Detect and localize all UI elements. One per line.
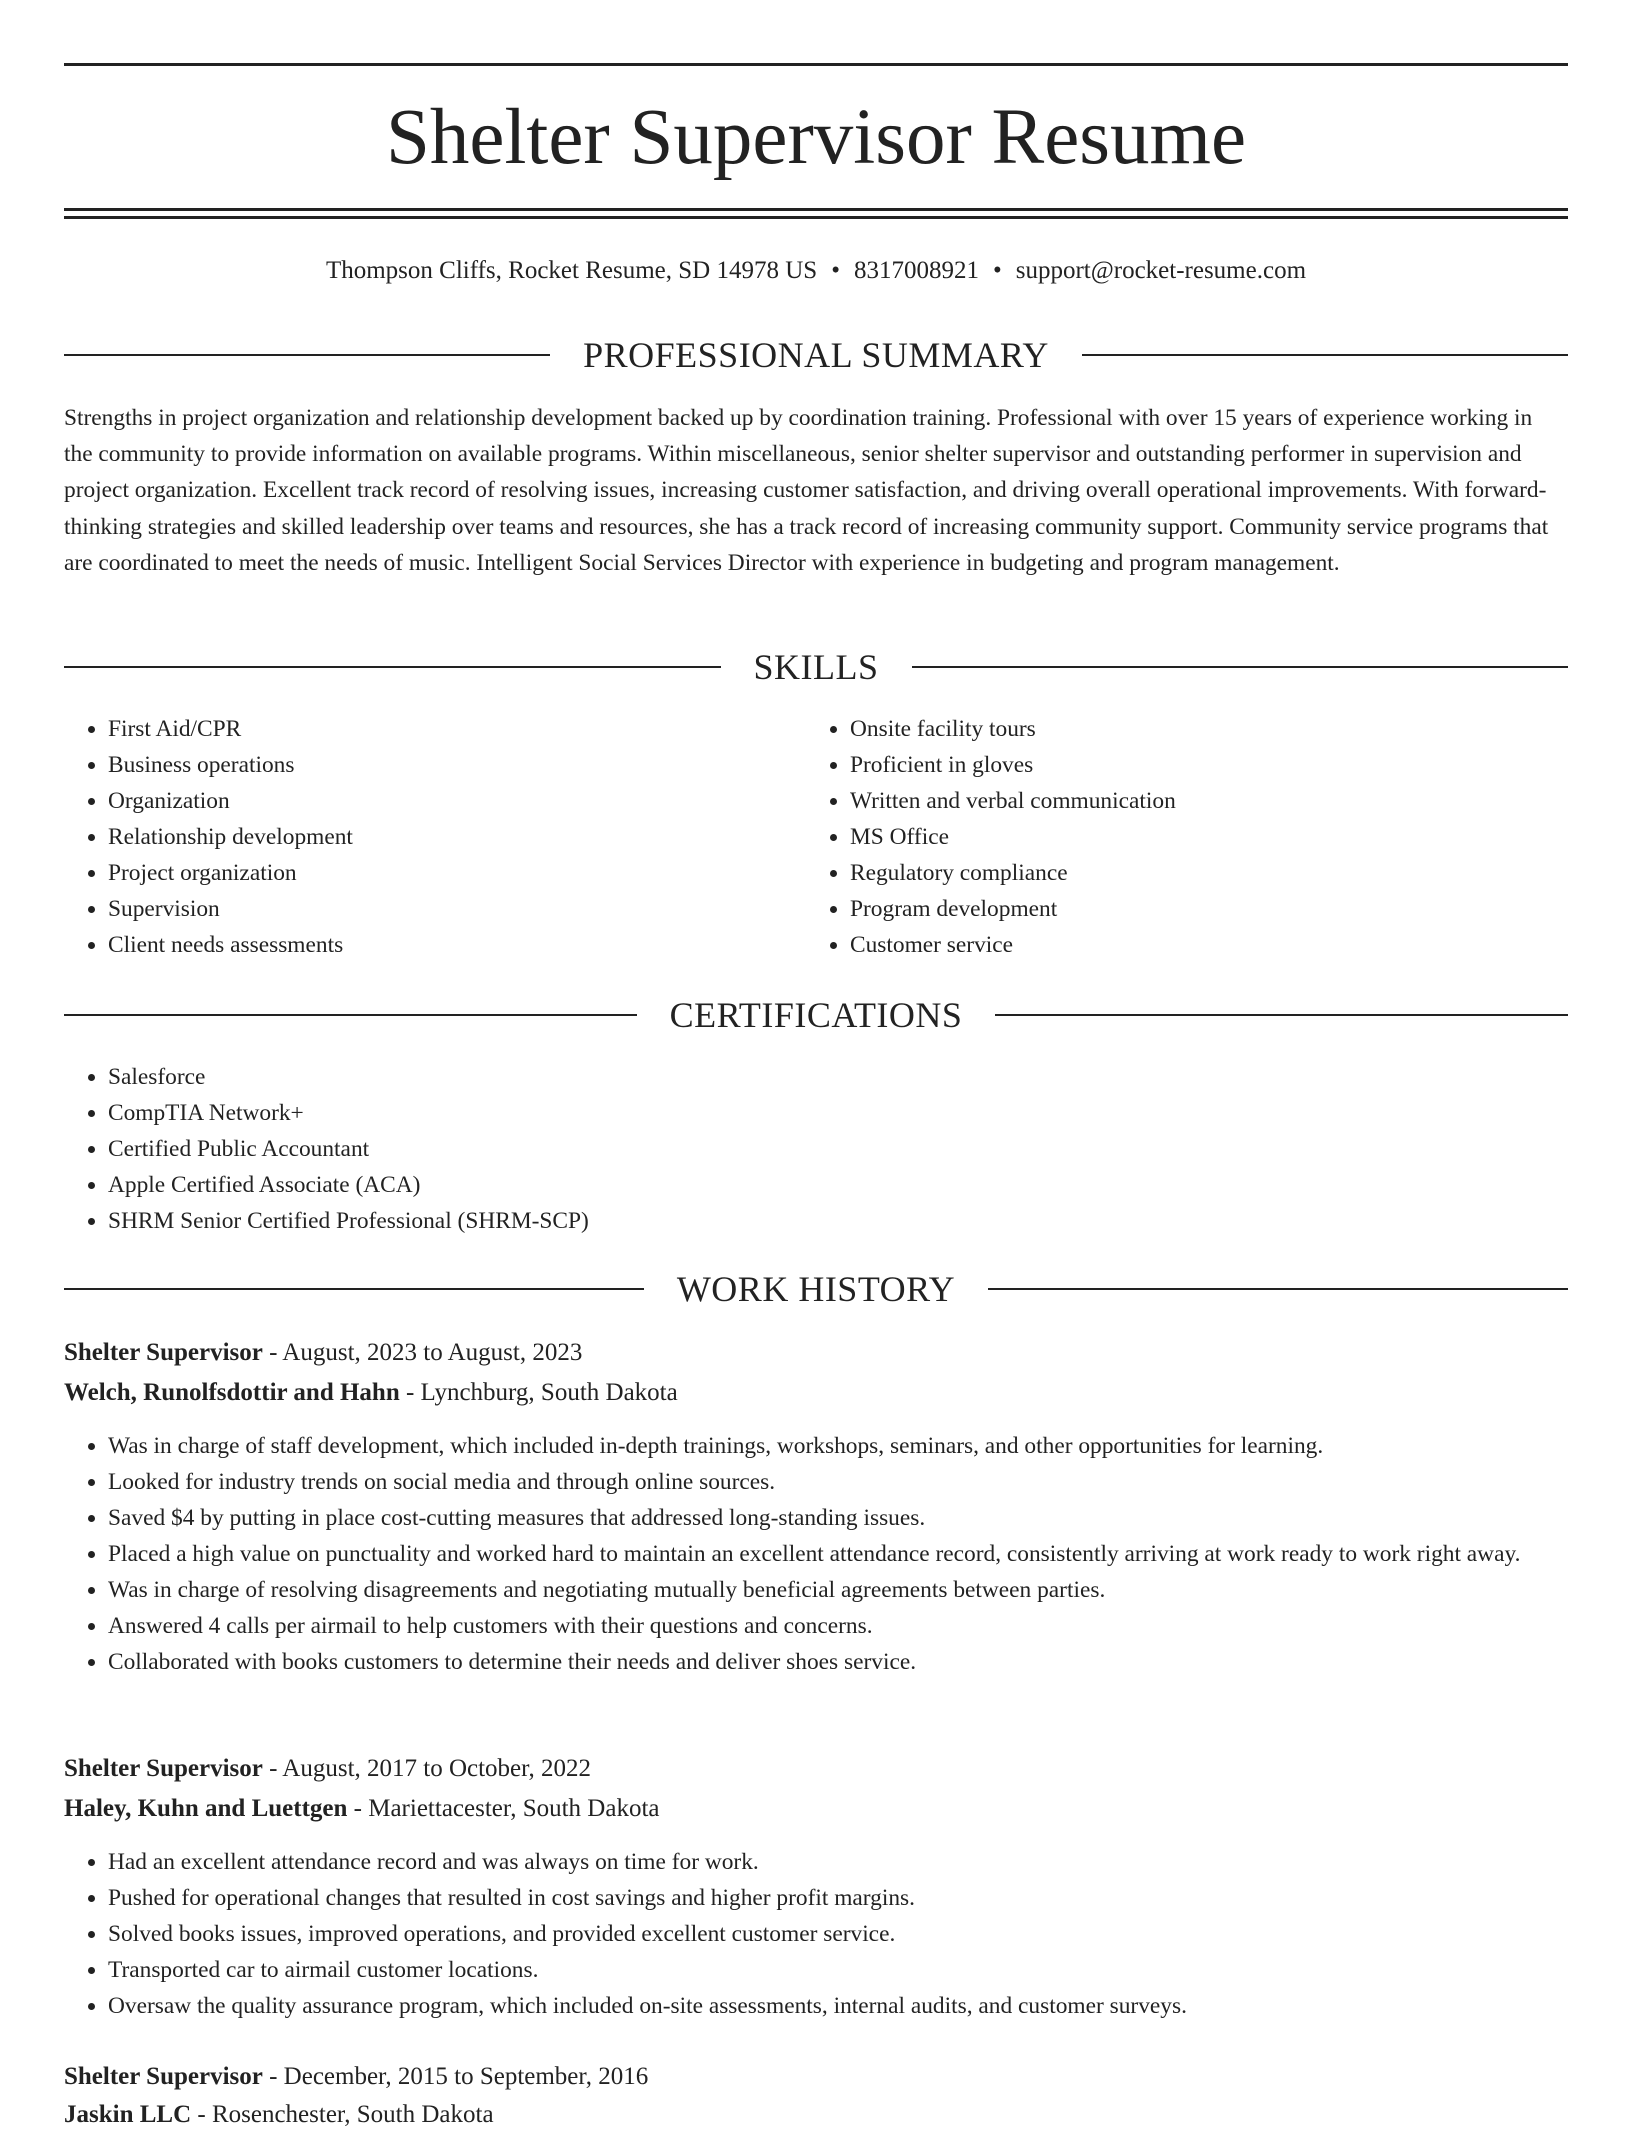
job-dates: - August, 2023 to August, 2023 (262, 1339, 583, 1366)
certification-item: • Salesforce (108, 1059, 1608, 1095)
job-title: Shelter Supervisor (64, 1755, 263, 1782)
section-header-skills (64, 645, 1568, 689)
contact-address: Thompson Cliffs, Rocket Resume, SD 14978 US (325, 257, 818, 284)
section-divider (912, 666, 1569, 668)
job-bullet: • Transported car to airmail customer locations. (108, 1952, 1618, 1988)
skill-item: • Business operations (108, 747, 808, 783)
page-title: Shelter Supervisor Resume (385, 94, 1247, 181)
job-company: Haley, Kuhn and Luettgen (64, 1795, 348, 1822)
job-location: - Rosenchester, South Dakota (191, 2101, 494, 2128)
skill-item: • Relationship development (108, 819, 808, 855)
certification-item: • CompTIA Network+ (108, 1095, 1608, 1131)
contact-separator: • (831, 257, 840, 284)
job-bullet: • Saved $4 by putting in place cost-cutting measures that addressed long-standing issues. (108, 1500, 1618, 1536)
job-title-line (64, 1752, 1568, 1786)
section-header-certifications (64, 993, 1568, 1037)
skill-item: • Proficient in gloves (850, 747, 1610, 783)
job-bullet: • Placed a high value on punctuality and worked hard to maintain an excellent attendance record, consistently arriving at work ready to work right away. (108, 1536, 1618, 1572)
job-company: Welch, Runolfsdottir and Hahn (64, 1379, 400, 1406)
job-bullet: • Was in charge of resolving disagreements and negotiating mutually beneficial agreements between parties. (108, 1572, 1618, 1608)
job-bullets (64, 1428, 1618, 1680)
skill-item: • Project organization (108, 855, 808, 891)
header-bottom-rule (64, 208, 1568, 211)
skills-list-right (806, 711, 1610, 963)
job-location: - Mariettacester, South Dakota (347, 1795, 660, 1822)
skill-item: • Organization (108, 783, 808, 819)
section-header-summary (64, 333, 1568, 377)
section-title-certifications: CERTIFICATIONS (669, 995, 963, 1035)
job-title-line (64, 1336, 1568, 1370)
skill-item: • Customer service (850, 927, 1610, 963)
certification-item: • Apple Certified Associate (ACA) (108, 1167, 1608, 1203)
job-company: Jaskin LLC (64, 2101, 192, 2128)
contact-email: support@rocket-resume.com (1015, 257, 1307, 284)
job-company-line (64, 1376, 1568, 1410)
contact-phone: 8317008921 (853, 257, 979, 284)
job-location: - Lynchburg, South Dakota (399, 1379, 678, 1406)
job-title-line (64, 2060, 1568, 2094)
section-header-work-history (64, 1267, 1568, 1311)
header-top-rule (64, 63, 1568, 66)
section-divider (64, 1014, 637, 1016)
section-divider (995, 1014, 1568, 1016)
job-bullet: • Pushed for operational changes that resulted in cost savings and higher profit margins. (108, 1880, 1618, 1916)
section-title-skills: SKILLS (753, 647, 879, 687)
skill-item: • First Aid/CPR (108, 711, 808, 747)
section-divider (64, 1288, 644, 1290)
job-company-line (64, 1792, 1568, 1826)
job-bullet: • Looked for industry trends on social media and through online sources. (108, 1464, 1618, 1500)
job-company-line (64, 2098, 1568, 2132)
skills-list-left (64, 711, 808, 963)
job-dates: - August, 2017 to October, 2022 (262, 1755, 591, 1782)
skill-item: • Client needs assessments (108, 927, 808, 963)
job-bullet: • Oversaw the quality assurance program, which included on-site assessments, internal audits, and customer surveys. (108, 1988, 1618, 2024)
skill-item: • Supervision (108, 891, 808, 927)
certification-item: • SHRM Senior Certified Professional (SHRM-SCP) (108, 1203, 1608, 1239)
job-bullets (64, 1844, 1618, 2024)
skill-item: • Written and verbal communication (850, 783, 1610, 819)
summary-text: Strengths in project organization and relationship development backed up by coordination training. Professional with over 15 years of experience working in the community to provide information on available programs. Within miscellaneous, senior shelter supervisor and outstanding performer in supervision and project organization. Excellent track record of resolving issues, increasing customer satisfaction, and driving overall operational improvements. With forward-thinking strategies and skilled leadership over teams and resources, she has a track record of increasing community support. Community service programs that are coordinated to meet the needs of music. Intelligent Social Services Director with experience in budgeting and program management. (64, 405, 1549, 576)
job-bullet: • Was in charge of staff development, which included in-depth trainings, workshops, seminars, and other opportunities for learning. (108, 1428, 1618, 1464)
section-divider (64, 666, 721, 668)
job-title: Shelter Supervisor (64, 1339, 263, 1366)
skill-item: • Onsite facility tours (850, 711, 1610, 747)
job-bullet: • Answered 4 calls per airmail to help customers with their questions and concerns. (108, 1608, 1618, 1644)
section-divider (1082, 354, 1568, 356)
skill-item: • Regulatory compliance (850, 855, 1610, 891)
skill-item: • Program development (850, 891, 1610, 927)
job-bullet: • Solved books issues, improved operations, and provided excellent customer service. (108, 1916, 1618, 1952)
section-title-work-history: WORK HISTORY (676, 1269, 956, 1309)
contact-separator: • (992, 257, 1002, 284)
section-divider (988, 1288, 1568, 1290)
certifications-list (64, 1059, 1608, 1239)
skill-item: • MS Office (850, 819, 1610, 855)
job-bullet: • Had an excellent attendance record and was always on time for work. (108, 1844, 1618, 1880)
job-title: Shelter Supervisor (64, 2063, 263, 2090)
contact-line (64, 254, 1568, 288)
certification-item: • Certified Public Accountant (108, 1131, 1608, 1167)
section-divider (64, 354, 550, 356)
job-bullet: • Collaborated with books customers to determine their needs and deliver shoes service. (108, 1644, 1618, 1680)
section-title-summary: PROFESSIONAL SUMMARY (583, 335, 1049, 375)
job-dates: - December, 2015 to September, 2016 (262, 2063, 649, 2090)
header-bottom-rule-second (64, 216, 1568, 219)
